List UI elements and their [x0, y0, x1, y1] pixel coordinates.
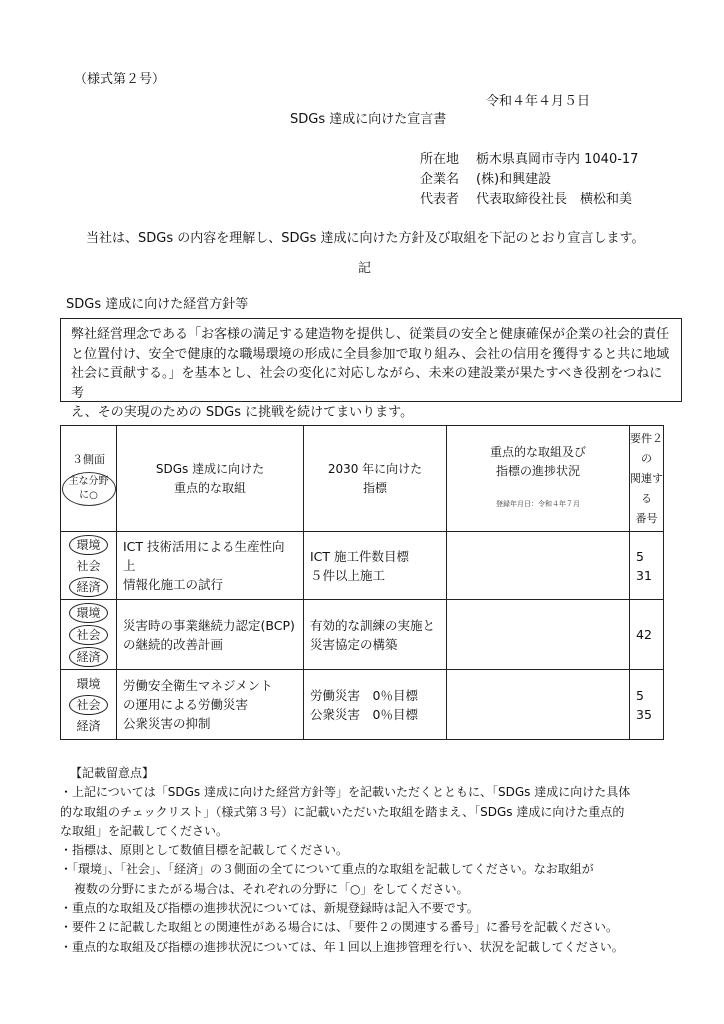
- note-line: 的な取組のチェックリスト」（様式第３号）に記載いただいた取組を踏まえ、「SDGs 達成に向けた重点的: [60, 804, 625, 819]
- initiative-line: 公衆災害の抑制: [123, 716, 211, 731]
- ref-number: 5: [636, 548, 644, 564]
- header-aspects: [61, 426, 117, 532]
- ki-marker: 記: [358, 261, 372, 276]
- header-ref-2: 関連する: [630, 471, 663, 505]
- policy-line: え、その実現のための SDGs に挑戦を続けてまいります。: [71, 405, 414, 420]
- table-row: [61, 670, 664, 740]
- note-line: ・上記については「SDGs 達成に向けた経営方針等」を記載いただくとともに、「SDGs 達成に向けた具体: [60, 785, 631, 800]
- ref-number: 31: [636, 567, 652, 583]
- note-line: ・「環境」、「社会」、「経済」の３側面の全てについて重点的な取組を記載してください。なお取組が: [60, 862, 594, 877]
- goal-line: ICT 施工件数目標: [310, 548, 410, 564]
- goal-line: 有効的な訓練の実施と: [310, 617, 436, 633]
- page-title: SDGs 達成に向けた宣言書: [290, 112, 447, 127]
- policy-line: と位置付け、安全で健康的な職場環境の形成に全員参加で取り組み、会社の信用を獲得すると共に地域: [71, 346, 670, 362]
- note-line: ・要件２に記載した取組との関連性がある場合には、「要件２の関連する番号」に番号を記載ください。: [60, 920, 619, 935]
- table-row: [61, 600, 664, 670]
- aspect-economy: 経済: [69, 577, 107, 597]
- initiative-cell: [117, 600, 304, 670]
- aspect-environment: 環境: [69, 603, 107, 623]
- initiative-line: 労働安全衛生マネジメント: [123, 678, 273, 693]
- goal-line: 公衆災害 0％目標: [310, 706, 418, 722]
- policy-line: 弊社経営理念である「お客様の満足する建造物を提供し、従業員の安全と健康確保が企業の社会的責任: [71, 327, 670, 342]
- aspect-environment: 環境: [69, 535, 107, 555]
- policy-box: [60, 318, 682, 420]
- header-ref-3: 番号: [635, 511, 658, 525]
- goal-cell: [304, 600, 447, 670]
- representative: 代表取締役社長 横松和美: [476, 192, 633, 207]
- table-row: [61, 532, 664, 600]
- note-line: ・指標は、原則として数値目標を記載してください。: [60, 843, 349, 858]
- header-progress-note: 登録年月日：令和４年７月: [496, 500, 580, 508]
- aspect-society: 社会: [76, 558, 101, 573]
- header-progress-2: 指標の進捗状況: [495, 464, 580, 478]
- initiative-line: 災害時の事業継続力認定(BCP): [123, 617, 295, 633]
- company-address: 栃木県真岡市寺内 1040-17: [476, 152, 639, 167]
- address-label: 所在地: [420, 152, 460, 167]
- aspect-economy: 経済: [69, 647, 107, 667]
- aspect-society: 社会: [69, 695, 107, 715]
- policy-heading: SDGs 達成に向けた経営方針等: [66, 297, 249, 312]
- aspect-economy: 経済: [76, 718, 101, 733]
- header-goal-2: 指標: [362, 480, 387, 495]
- initiative-line: ICT 技術活用による生産性向上: [123, 539, 285, 573]
- ref-number: 5: [636, 687, 644, 703]
- initiative-line: の運用による労働災害: [123, 697, 249, 712]
- progress-cell: [447, 532, 630, 600]
- note-line: ・重点的な取組及び指標の進捗状況については、年１回以上進捗管理を行い、状況を記載してください。: [60, 939, 624, 954]
- form-number: （様式第２号）: [74, 72, 166, 87]
- ref-cell: [630, 532, 664, 600]
- aspect-environment: 環境: [76, 676, 101, 691]
- table-header-row: [61, 426, 664, 532]
- header-aspects-sub-2: に○: [79, 489, 98, 501]
- declaration-text: 当社は、SDGs の内容を理解し、SDGs 達成に向けた方針及び取組を下記のとおり宣言します。: [86, 231, 645, 246]
- ref-cell: [630, 670, 664, 740]
- goal-line: 災害協定の構築: [310, 636, 398, 652]
- ref-number: 35: [636, 706, 652, 722]
- header-aspects-circle: [62, 472, 116, 506]
- goal-cell: [304, 532, 447, 600]
- header-ref-1: 要件２の: [630, 431, 663, 465]
- notes-section: [60, 764, 670, 957]
- representative-label: 代表者: [420, 192, 460, 207]
- header-progress: [447, 426, 630, 532]
- initiatives-table: [60, 425, 664, 740]
- header-goal: [304, 426, 447, 532]
- aspect-society: 社会: [69, 625, 107, 645]
- company-info: [420, 150, 638, 210]
- document-date: 令和４年４月５日: [486, 94, 591, 109]
- goal-cell: [304, 670, 447, 740]
- header-aspects-label: ３側面: [72, 452, 105, 466]
- header-goal-1: 2030 年に向けた: [327, 461, 423, 476]
- progress-cell: [447, 670, 630, 740]
- header-progress-1: 重点的な取組及び: [489, 445, 586, 459]
- goal-line: ５件以上施工: [310, 567, 386, 583]
- note-line: な取組」を記載してください。: [60, 823, 229, 838]
- ref-cell: [630, 600, 664, 670]
- company-name-label: 企業名: [420, 172, 460, 187]
- aspects-cell: [61, 670, 117, 740]
- header-initiative-1: SDGs 達成に向けた: [155, 461, 265, 476]
- initiative-line: の継続的改善計画: [123, 636, 224, 652]
- notes-heading: 【記載留意点】: [70, 766, 155, 780]
- company-name: (株)和興建設: [476, 172, 552, 187]
- header-initiative: [117, 426, 304, 532]
- aspects-cell: [61, 532, 117, 600]
- initiative-cell: [117, 670, 304, 740]
- ref-number: 42: [636, 627, 652, 642]
- initiative-line: 情報化施工の試行: [123, 577, 224, 592]
- progress-cell: [447, 600, 630, 670]
- initiative-cell: [117, 532, 304, 600]
- note-line: 複数の分野にまたがる場合は、それぞれの分野に「○」をしてください。: [74, 881, 469, 896]
- goal-line: 労働災害 0％目標: [310, 687, 418, 703]
- policy-line: 社会に貢献する。」を基本とし、社会の変化に対応しながら、未来の建設業が果たすべき役割をつねに考: [71, 366, 663, 401]
- header-aspects-sub-1: 主な分野: [68, 475, 109, 487]
- header-initiative-2: 重点的な取組: [173, 480, 246, 495]
- aspects-cell: [61, 600, 117, 670]
- note-line: ・重点的な取組及び指標の進捗状況については、新規登録時は記入不要です。: [60, 901, 479, 916]
- header-ref: [630, 426, 664, 532]
